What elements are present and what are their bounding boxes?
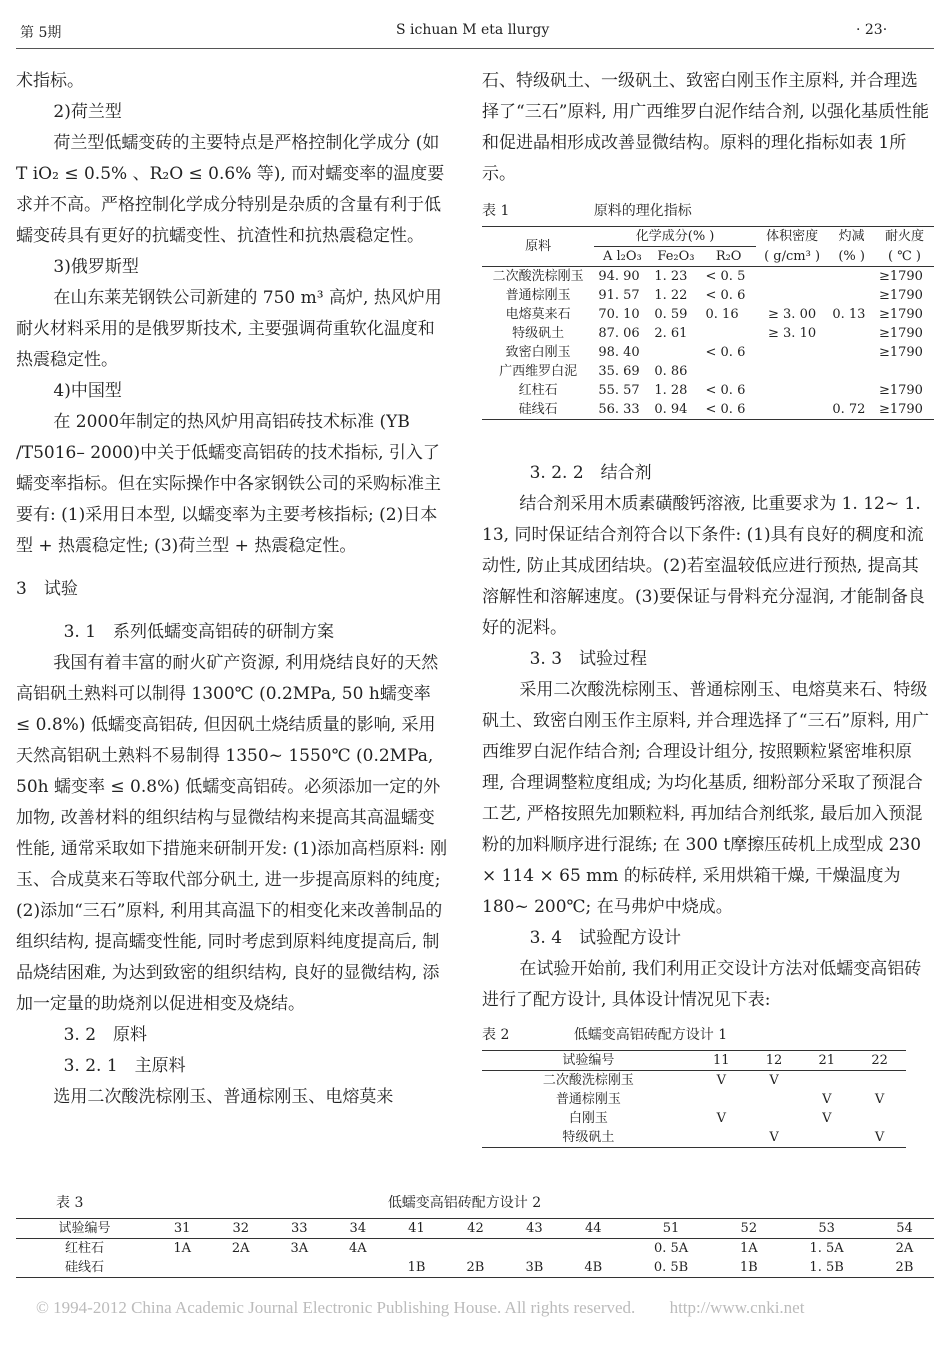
left_column-paragraph: 3. 2. 1 主原料 <box>63 1056 186 1076</box>
issue-number: 第 5期 <box>20 25 62 41</box>
table-row: 广西维罗白泥 35. 69 0. 86 <box>499 364 688 379</box>
left_column-paragraph: 在 2000年制定的热风炉用高铝砖技术标准 (YB /T5016– 2000)中关于低蠕变高铝砖的技术指标, 引入了蠕变率指标。但在实际操作中各家钢铁公司的采购标准主要有: (1)采用日本型, 以蠕变率为主要考核指标; (2)日本型 + 热震稳定性; (3)荷兰型 + 热震稳定性。 <box>16 412 441 556</box>
table-1-caption: 表 1 原料的理化指标 <box>482 203 692 219</box>
journal-name: S ichuan M eta llurgy <box>396 22 550 38</box>
table-row: 白刚玉 V V <box>568 1111 832 1126</box>
table-row: 硅线石 1B 2B 3B 4B 0. 5B 1B 1. 5B 2B <box>16 1258 934 1278</box>
right_mid-paragraph: 在试验开始前, 我们利用正交设计方法对低蠕变高铝砖进行了配方设计, 具体设计情况见下表: <box>482 959 922 1010</box>
left_column-paragraph: 2)荷兰型 <box>53 102 122 122</box>
left_column-paragraph: 荷兰型低蠕变砖的主要特点是严格控制化学成分 (如 T iO₂ ≤ 0.5% 、R₂O ≤ 0.6% 等), 而对蠕变率的温度要求并不高。严格控制化学成分特别是杂质的含量有利于低蠕变砖具有更好的抗蠕变性、抗渣性和抗热震稳定性。 <box>16 133 445 246</box>
table-row: 致密白刚玉 98. 40 < 0. 6 ≥1790 <box>505 345 923 360</box>
table-header-row: 试验编号 31 32 33 34 41 42 43 44 51 52 53 54 <box>16 1219 934 1239</box>
page-number: · 23· <box>856 22 888 38</box>
table-2-caption: 表 2 低蠕变高铝砖配方设计 1 <box>482 1027 728 1043</box>
left_column-paragraph: 术指标。 <box>16 71 84 91</box>
table-1: 表 1 原料的理化指标 原料 化学成分(% ) 体积密度 灼减 耐火度 A l₂O₃ Fe₂O₃ R₂O ( g/cm³ ) (% ) ( ℃ ) 二次酸洗棕刚玉 94. 90 1. 23 < 0. 5 ≥1790 普通棕刚玉 91. 57 1. 22 < 0. 6 ≥1790 电熔莫来石 70. 10 0. 59 0. 16 ≥ 3. 00 0. 13 ≥1790 特级矾土 87. 06 2. 61 ≥ 3. 10 ≥1790 致密白刚玉 98. 40 < 0. 6 ≥1790 广西维罗白泥 35. 69 0. 86 红柱石 55. 57 1. 28 < 0. 6 ≥1790 硅线石 56. 33 0. 94 < 0. 6 0. 72 ≥1790 <box>482 196 934 420</box>
table-row: 二次酸洗棕刚玉 94. 90 1. 23 < 0. 5 ≥1790 <box>492 269 923 284</box>
right-column-middle <box>482 458 934 1016</box>
table-header-row: 试验编号 11 12 21 22 <box>482 1051 906 1071</box>
right-column-top <box>482 66 934 190</box>
left_column-paragraph: 我国有着丰富的耐火矿产资源, 利用烧结良好的天然高铝矾土熟料可以制得 1300℃ (0.2MPa, 50 h蠕变率 ≤ 0.8%) 低蠕变高铝砖, 但因矾土烧结质量的影响, 采用天然高铝矾土熟料不易制得 1350~ 1550℃ (0.2MPa, 50h 蠕变率 ≤ 0.8%) 低蠕变高铝砖。必须添加一定的外加物, 改善材料的组织结构与显微结构来提高其高温蠕变性能, 通常采取如下措施来研制开发: (1)添加高档原料: 刚玉、合成莫来石等取代部分矾土, 进一步提高原料的纯度; (2)添加“三石”原料, 利用其高温下的相变化来改善制品的组织结构, 提高蠕变性能, 同时考虑到原料纯度提高后, 制品烧结困难, 为达到致密的组织结构, 良好的显微结构, 添加一定量的助烧剂以促进相变及烧结。 <box>16 653 448 1014</box>
table-3-caption: 表 3 低蠕变高铝砖配方设计 2 <box>56 1195 542 1211</box>
right_mid-paragraph: 采用二次酸洗棕刚玉、普通棕刚玉、电熔莫来石、特级矾土、致密白刚玉作主原料, 并合理选择了“三石”原料, 用广西维罗白泥作结合剂; 合理设计组分, 按照颗粒紧密堆积原理, 合理调整粒度组成; 为均化基质, 细粉部分采取了预混合工艺, 严格按照先加颗粒料, 再加结合剂纸浆, 最后加入预混粉的加料顺序进行混练; 在 300 t摩擦压砖机上成型成 230 × 114 × 65 mm 的标砖样, 采用烘箱干燥, 干燥温度为 180~ 200℃; 在马弗炉中烧成。 <box>482 680 929 917</box>
right_mid-paragraph: 3. 3 试验过程 <box>529 649 648 669</box>
table-1-body <box>482 267 934 420</box>
table-1-head-raw: 原料 <box>482 227 594 267</box>
table-row: 特级矾土 87. 06 2. 61 ≥ 3. 10 ≥1790 <box>512 326 923 341</box>
table-row: 特级矾土 V V <box>482 1128 906 1148</box>
copyright-footer: © 1994-2012 China Academic Journal Electronic Publishing House. All rights reserved. http://www.cnki.net <box>36 1298 805 1317</box>
right_mid-paragraph: 结合剂采用木质素磺酸钙溶液, 比重要求为 1. 12~ 1. 13, 同时保证结合剂符合以下条件: (1)具有良好的稠度和流动性, 防止其成团结块。(2)若室温较低应进行预热, 提高其溶解性和溶解速度。(3)要保证与骨料充分湿润, 才能制备良好的泥料。 <box>482 494 925 638</box>
right_top-paragraph: 石、特级矾土、一级矾土、致密白刚玉作主原料, 并合理选择了“三石”原料, 用广西维罗白泥作结合剂, 以强化基质性能和促进晶相形成改善显微结构。原料的理化指标如表 1所示。 <box>482 71 929 184</box>
header-rule <box>16 48 934 49</box>
table-row: 电熔莫来石 70. 10 0. 59 0. 16 ≥ 3. 00 0. 13 ≥1790 <box>505 307 923 322</box>
left-column <box>16 66 448 1113</box>
table-row: 二次酸洗棕刚玉 V V <box>542 1073 779 1088</box>
table-row: 普通棕刚玉 91. 57 1. 22 < 0. 6 ≥1790 <box>505 288 923 303</box>
left_column-paragraph: 3. 1 系列低蠕变高铝砖的研制方案 <box>63 622 335 642</box>
table-row: 硅线石 56. 33 0. 94 < 0. 6 0. 72 ≥1790 <box>482 400 934 420</box>
left_column-paragraph: 4)中国型 <box>53 381 122 401</box>
table-row: 红柱石 1A 2A 3A 4A 0. 5A 1A 1. 5A 2A <box>64 1241 914 1256</box>
table-1-head-chem: 化学成分(% ) <box>594 227 755 247</box>
table-row: 红柱石 55. 57 1. 28 < 0. 6 ≥1790 <box>518 383 923 398</box>
right_mid-paragraph: 3. 4 试验配方设计 <box>529 928 682 948</box>
right_mid-paragraph: 3. 2. 2 结合剂 <box>529 463 652 483</box>
left_column-paragraph: 3 试验 <box>16 579 78 599</box>
left_column-paragraph: 选用二次酸洗棕刚玉、普通棕刚玉、电熔莫来 <box>53 1087 394 1107</box>
table-2 <box>482 1020 906 1148</box>
left_column-paragraph: 在山东莱芜钢铁公司新建的 750 m³ 高炉, 热风炉用耐火材料采用的是俄罗斯技术, 主要强调荷重软化温度和热震稳定性。 <box>16 288 442 370</box>
table-row: 普通棕刚玉 V V <box>555 1092 885 1107</box>
table-3 <box>16 1188 934 1278</box>
left_column-paragraph: 3. 2 原料 <box>63 1025 148 1045</box>
left_column-paragraph: 3)俄罗斯型 <box>53 257 139 277</box>
